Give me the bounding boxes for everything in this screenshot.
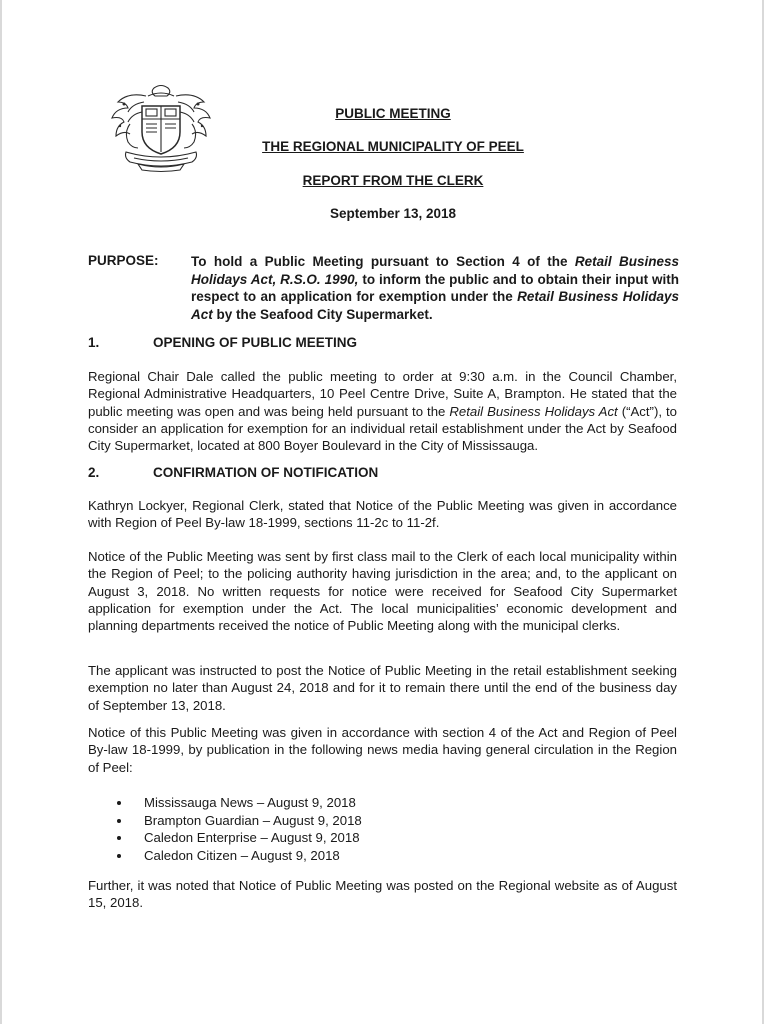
act-title: Retail Business Holidays Act, R.S.O. 1990, xyxy=(191,254,679,287)
news-media-list xyxy=(117,794,362,864)
list-item: Caledon Enterprise – August 9, 2018 xyxy=(117,829,362,847)
purpose-text: To hold a Public Meeting pursuant to Section 4 of the Retail Business Holidays Act, R.S.O. 1990, to inform the public and to obtain their input with respect to an application for exemption under the Retail Business Holidays Act by the Seafood City Supermarket. xyxy=(191,254,680,322)
act-title: Retail Business Holidays Act xyxy=(191,289,680,322)
list-item: Caledon Citizen – August 9, 2018 xyxy=(117,847,362,865)
section-number: 1. xyxy=(88,335,100,350)
section-number: 2. xyxy=(88,465,100,480)
list-item: Mississauga News – August 9, 2018 xyxy=(117,794,362,812)
municipality-title: THE REGIONAL MUNICIPALITY OF PEEL xyxy=(262,139,524,154)
act-title: Retail Business Holidays Act xyxy=(449,403,618,419)
meeting-title: PUBLIC MEETING xyxy=(335,106,451,121)
paragraph: Further, it was noted that Notice of Public Meeting was posted on the Regional website as of August 15, 2018. xyxy=(88,878,677,911)
paragraph: Regional Chair Dale called the public meeting to order at 9:30 a.m. in the Council Chamber, Regional Administrative Headquarters, 10 Peel Centre Drive, Suite A, Brampton. He stated that the public meeting was open and was being held pursuant to the Retail Business Holidays Act (“Act”), to consider an application for exemption for an individual retail establishment under the Act by Seafood City Supermarket, located at 800 Boyer Boulevard in the City of Mississauga. xyxy=(88,369,677,454)
meeting-date: September 13, 2018 xyxy=(329,206,457,221)
coat-of-arms-logo xyxy=(108,82,214,174)
section-title: OPENING OF PUBLIC MEETING xyxy=(153,335,358,350)
list-item: Brampton Guardian – August 9, 2018 xyxy=(117,812,362,830)
page-edge-left xyxy=(0,0,2,1024)
paragraph: Kathryn Lockyer, Regional Clerk, stated that Notice of the Public Meeting was given in accordance with Region of Peel By-law 18-1999, sections 11-2c to 11-2f. xyxy=(88,498,677,531)
report-title: REPORT FROM THE CLERK xyxy=(302,173,484,188)
section-title: CONFIRMATION OF NOTIFICATION xyxy=(153,465,379,480)
paragraph: The applicant was instructed to post the Notice of Public Meeting in the retail establishment seeking exemption no later than August 24, 2018 and for it to remain there until the end of the business day of September 13, 2018. xyxy=(88,663,677,713)
purpose-label: PURPOSE: xyxy=(88,253,159,268)
paragraph: Notice of this Public Meeting was given in accordance with section 4 of the Act and Region of Peel By-law 18-1999, by publication in the following news media having general circulation in the Region of Peel: xyxy=(88,725,677,775)
paragraph: Notice of the Public Meeting was sent by first class mail to the Clerk of each local municipality within the Region of Peel; to the policing authority having jurisdiction in the area; and, to the applicant on August 3, 2018. No written requests for notice were received for Seafood City Supermarket application for exemption under the Act. The local municipalities’ economic development and planning departments received the notice of Public Meeting along with the municipal clerks. xyxy=(88,549,677,634)
